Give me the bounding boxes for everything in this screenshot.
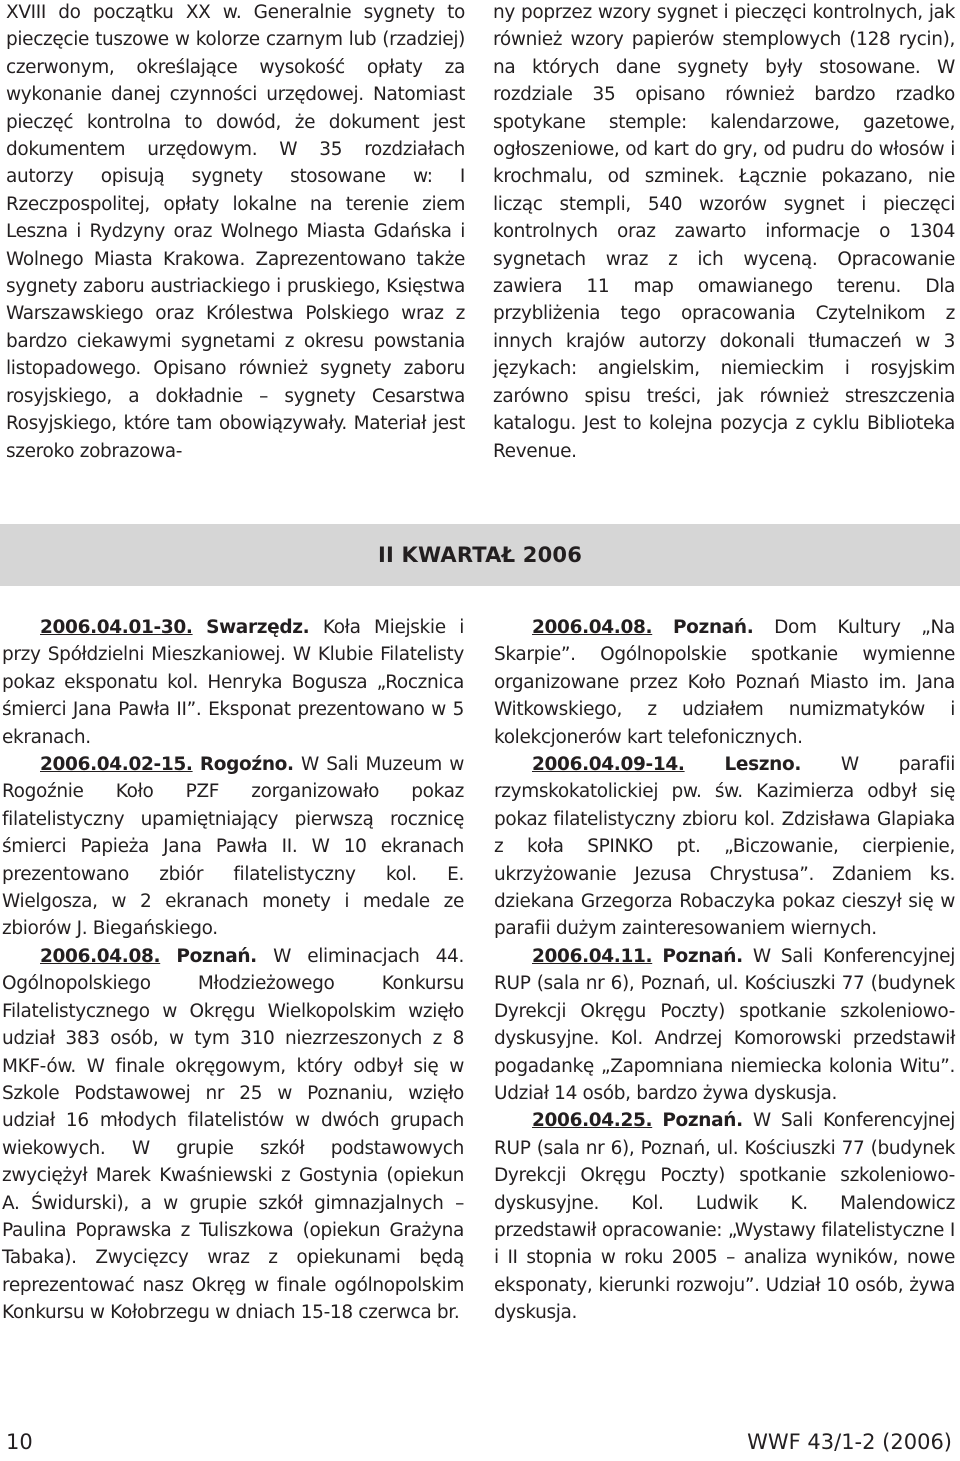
event-place: Poznań. [662,1110,743,1132]
event-date: 2006.04.02-15. [40,754,193,776]
event-entry [2,943,464,1327]
event-place: Poznań. [662,945,743,967]
bottom-left-column [2,614,464,1327]
section-header-band [0,524,960,586]
event-text: W parafii rzymskokatolickiej pw. św. Kazimierza odbył się pokaz filatelistyczny zbioru kol. Zdzisława Glapiaka z koła SPINKO pt. „Biczowanie, cierpienie, ukrzyżowanie Jezusa Chrystusa”. Zdaniem ks. dziekana Grzegorza Robaczyka pokaz cieszył się w parafii dużym zainteresowaniem wiernych. [494,754,956,940]
event-place: Poznań. [672,617,754,638]
event-entry [2,751,464,943]
event-place: Leszno. [724,754,802,776]
event-text: Dom Kultury „Na Skarpie”. Ogólnopolskie spotkanie wymienne organizowane przez Koło Poznań Miasto im. Jana Witkowskiego, z udziałem numizmatyków i kolekcjonerów kart telefonicznych. [494,617,956,748]
event-date: 2006.04.25. [532,1110,653,1132]
event-text: W Sali Konferencyjnej RUP (sala nr 6), Poznań, ul. Kościuszki 77 (budynek Dyrekcji Okręgu Poczty) spotkanie szkoleniowo-dyskusyjne. Kol. Ludwik K. Malendowicz przedstawił opracowanie: „Wystawy filatelistyczne I i II stopnia w roku 2005 – analiza wyników, nowe eksponaty, kierunki rozwoju”. Udział 10 osób, żywa dyskusja. [494,1110,956,1324]
event-entry [494,1107,955,1326]
top-right-column [493,0,955,465]
section-title: II KWARTAŁ 2006 [377,543,583,567]
top-left-column [6,0,465,465]
event-date: 2006.04.08. [532,617,653,638]
event-entry [494,943,955,1107]
event-place: Poznań. [176,945,257,967]
event-date: 2006.04.08. [40,945,161,967]
event-date: 2006.04.09-14. [532,754,685,776]
event-entry [494,751,955,943]
event-text: W Sali Muzeum w Rogoźnie Koło PZF zorganizowało pokaz filatelistyczny upamiętniający pierwszą rocznicę śmierci Papieża Jana Pawła II. W 10 ekranach prezentowano zbiór filatelistyczny kol. E. Wielgosza, w 2 ekranach monety i medale ze zbiorów J. Biegańskiego. [2,754,465,940]
event-date: 2006.04.01-30. [40,617,193,638]
page-number: 10 [6,1430,33,1454]
event-entry [2,614,464,751]
event-place: Rogoźno. [199,754,294,776]
event-text: W Sali Konferencyjnej RUP (sala nr 6), Poznań, ul. Kościuszki 77 (budynek Dyrekcji Okręgu Poczty) spotkanie szkoleniowo-dyskusyjne. Kol. Andrzej Komorowski przedstawił pogadankę „Zapomniana niemiecka kolonia Witu”. Udział 14 osób, bardzo żywa dyskusja. [494,945,956,1104]
event-text: Koła Miejskie i przy Spółdzielni Mieszkaniowej. W Klubie Filatelisty pokaz eksponatu kol. Henryka Bogusza „Rocznica śmierci Jana Pawła II”. Eksponat prezentowano w 5 ekranach. [2,617,465,748]
journal-reference: WWF 43/1-2 (2006) [747,1430,952,1454]
event-place: Swarzędz. [206,617,310,638]
event-text: W eliminacjach 44. Ogólnopolskiego Młodzieżowego Konkursu Filatelistycznego w Okręgu Wielkopolskim wzięło udział 383 osób, w tym 310 niezrzeszonych z 8 MKF-ów. W finale okręgowym, który odbył się w Szkole Podstawowej nr 25 w Poznaniu, wzięło udział 16 młodych filatelistów w dwóch grupach wiekowych. W grupie szkół podstawowych zwyciężył Marek Kwaśniewski z Gostynia (opiekun A. Świdurski), a w grupie szkół gimnazjalnych – Paulina Poprawska z Tuliszkowa (opiekun Grażyna Tabaka). Zwycięzcy wraz z opiekunami będą reprezentować nasz Okręg w finale ogólnopolskim Konkursu w Kołobrzegu w dniach 15-18 czerwca br. [2,945,465,1324]
event-date: 2006.04.11. [532,945,653,967]
top-left-paragraph: XVIII do początku XX w. Generalnie sygnety to pieczęcie tuszowe w kolorze czarnym lub (rzadziej) czerwonym, określające wysokość opłaty za wykonanie danej czynności urzędowej. Natomiast pieczęć kontrolna to dowód, że dokument jest dokumentem urzędowym. W 35 rozdziałach autorzy opisują sygnety stosowane w: I Rzeczpospolitej, opłaty lokalne na terenie ziem Leszna i Rydzyny oraz Wolnego Miasta Gdańska i Wolnego Miasta Krakowa. Zaprezentowano także sygnety zaboru austriackiego i pruskiego, Księstwa Warszawskiego oraz Królestwa Polskiego wraz z bardzo ciekawymi sygnetami z okresu powstania listopadowego. Opisano również sygnety zaboru rosyjskiego, a dokładnie – sygnety Cesarstwa Rosyjskiego, które tam obowiązywały. Materiał jest szeroko zobrazowa- [6,2,465,462]
bottom-right-column [494,614,955,1327]
event-entry [494,614,955,751]
top-right-paragraph: ny poprzez wzory sygnet i pieczęci kontrolnych, jak również wzory papierów stemplowych (128 rycin), na których dane sygnety były stosowane. W rozdziale 35 opisano również bardzo rzadko spotykane stemple: kalendarzowe, gazetowe, ogłoszeniowe, od kart do gry, od pudru do włosów i krochmalu, od szminek. Łącznie pokazano, nie licząc stempli, 540 wzorów sygnet i pieczęci kontrolnych oraz zawarto informacje o 1304 sygnetach wraz z ich wyceną. Opracowanie zawiera 11 map omawianego terenu. Dla przybliżenia tego opracowania Czytelnikom z innych krajów autorzy dokonali tłumaczeń w 3 językach: angielskim, niemieckim i rosyjskim zarówno spisu treści, jak również streszczenia katalogu. Jest to kolejna pozycja z cyklu Biblioteka Revenue. [493,2,955,462]
